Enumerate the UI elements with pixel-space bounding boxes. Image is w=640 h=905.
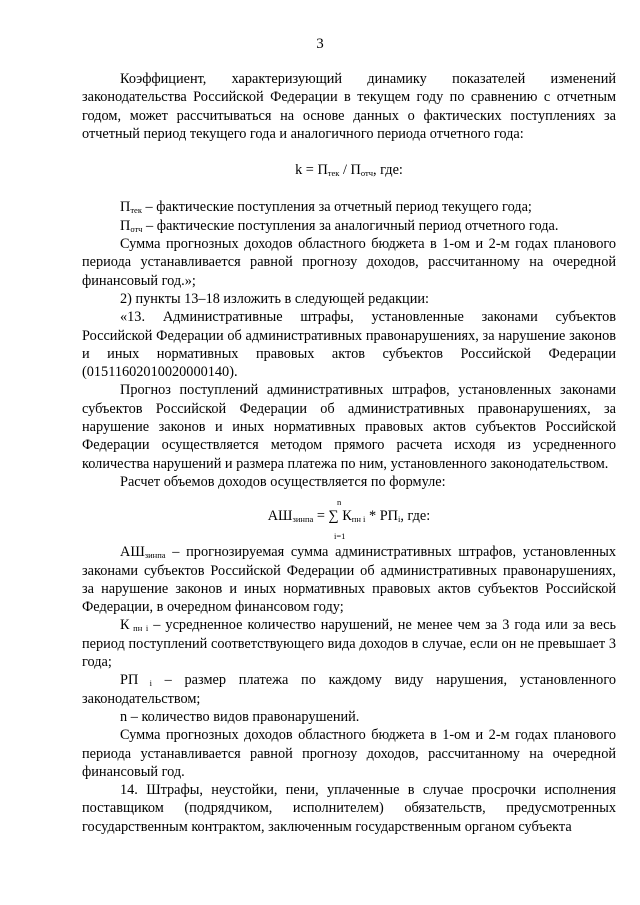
definition-text: – прогнозируемая сумма административных штрафов, установленных законами субъектов Российской Федерации об административных правонарушениях, за нарушение законов и иных нормативных правовых актов субъектов Российской Федерации, в очередном финансовом году;: [82, 544, 616, 616]
page-number: 3: [316, 36, 324, 52]
document-body: [82, 70, 616, 836]
subscript-otch: отч: [360, 168, 373, 179]
definition-text: – фактические поступления за отчетный период текущего года;: [141, 199, 532, 216]
definition-n: n – количество видов правонарушений.: [120, 708, 360, 725]
formula-fines-main: [82, 507, 616, 525]
paragraph-forecast-method: Прогноз поступлений административных штрафов, установленных законами субъектов Российской Федерации об административных правонарушениях, за нарушение законов и иных нормативных правовых актов субъектов Российской Федерации осуществляется методом прямого расчета исходя из усредненного количества нарушений и размера платежа по ним, установленного законодательством.: [82, 382, 616, 472]
symbol-k: К: [120, 617, 130, 634]
definition-ash: [82, 543, 616, 616]
paragraph-items-13-18: 2) пункты 13–18 изложить в следующей редакции:: [120, 290, 429, 307]
symbol-p: П: [120, 199, 131, 216]
formula-fines: [82, 493, 616, 542]
definition-rp: [82, 671, 616, 708]
subscript-i: i: [397, 514, 401, 525]
formula-mult: *: [365, 508, 380, 525]
symbol-p: П: [350, 162, 361, 179]
subscript-otch: отч: [130, 223, 143, 234]
subscript-pn: пн i: [133, 623, 149, 634]
symbol-rp: РП: [120, 672, 139, 689]
paragraph-item-13: «13. Административные штрафы, установленные законами субъектов Российской Федерации об административных правонарушениях, за нарушение законов и иных нормативных правовых актов субъектов Российской Федерации (01511602010020000140).: [82, 309, 616, 381]
symbol-p: П: [317, 162, 328, 179]
definition-p-otch: [82, 217, 616, 235]
formula-lhs: k =: [295, 162, 318, 179]
subscript-tek: тек: [130, 205, 142, 216]
definition-p-tek: [82, 198, 616, 216]
subscript-tek: тек: [327, 168, 340, 179]
definition-text: – усредненное количество нарушений, не менее чем за 3 года или за весь период поступлений соответствующего вида доходов в случае, если он не превышает 3 года;: [82, 617, 617, 671]
subscript-zinpa: зинпа: [144, 550, 166, 561]
symbol-rp: РП: [379, 508, 398, 525]
definition-k: [82, 616, 616, 671]
symbol-p: П: [120, 217, 131, 234]
symbol-k: К: [342, 508, 352, 525]
formula-eq-sum: = ∑: [313, 508, 343, 525]
sum-lower-limit: i=1: [334, 531, 346, 542]
symbol-ash: АШ: [267, 508, 293, 525]
formula-tail: , где:: [373, 162, 403, 179]
definition-text: – размер платежа по каждому виду нарушения, установленного законодательством;: [82, 672, 616, 707]
formula-divide: /: [339, 162, 351, 179]
paragraph-planning-period: Сумма прогнозных доходов областного бюджета в 1-ом и 2-м годах планового периода устанавливается равной прогнозу доходов, рассчитанному на очередной финансовый год.»;: [82, 236, 616, 289]
subscript-pn: пн i: [351, 514, 366, 525]
paragraph-coefficient-intro: Коэффициент, характеризующий динамику показателей изменений законодательства Российской Федерации в текущем году по сравнению с отчетным годом, может рассчитываться на основе данных о фактических поступлениях за отчетный период текущего года и аналогичного периода отчетного года:: [82, 71, 616, 142]
subscript-i: i: [149, 678, 152, 689]
subscript-zinpa: зинпа: [292, 514, 314, 525]
paragraph-item-14: 14. Штрафы, неустойки, пени, уплаченные в случае просрочки исполнения поставщиком (подрядчиком, исполнителем) обязательств, предусмотренных государственным контрактом, заключенным государственным органом субъекта: [82, 782, 616, 835]
paragraph-formula-intro: Расчет объемов доходов осуществляется по формуле:: [120, 473, 446, 490]
formula-tail: , где:: [400, 508, 431, 525]
definition-text: – фактические поступления за аналогичный период отчетного года.: [142, 217, 559, 234]
formula-coefficient: [82, 161, 616, 179]
symbol-ash: АШ: [120, 544, 145, 561]
paragraph-planning-period-2: Сумма прогнозных доходов областного бюджета в 1-ом и 2-м годах планового периода устанавливается равной прогнозу доходов, рассчитанному на очередной финансовый год.: [82, 727, 616, 780]
sum-upper-limit: n: [337, 497, 342, 508]
